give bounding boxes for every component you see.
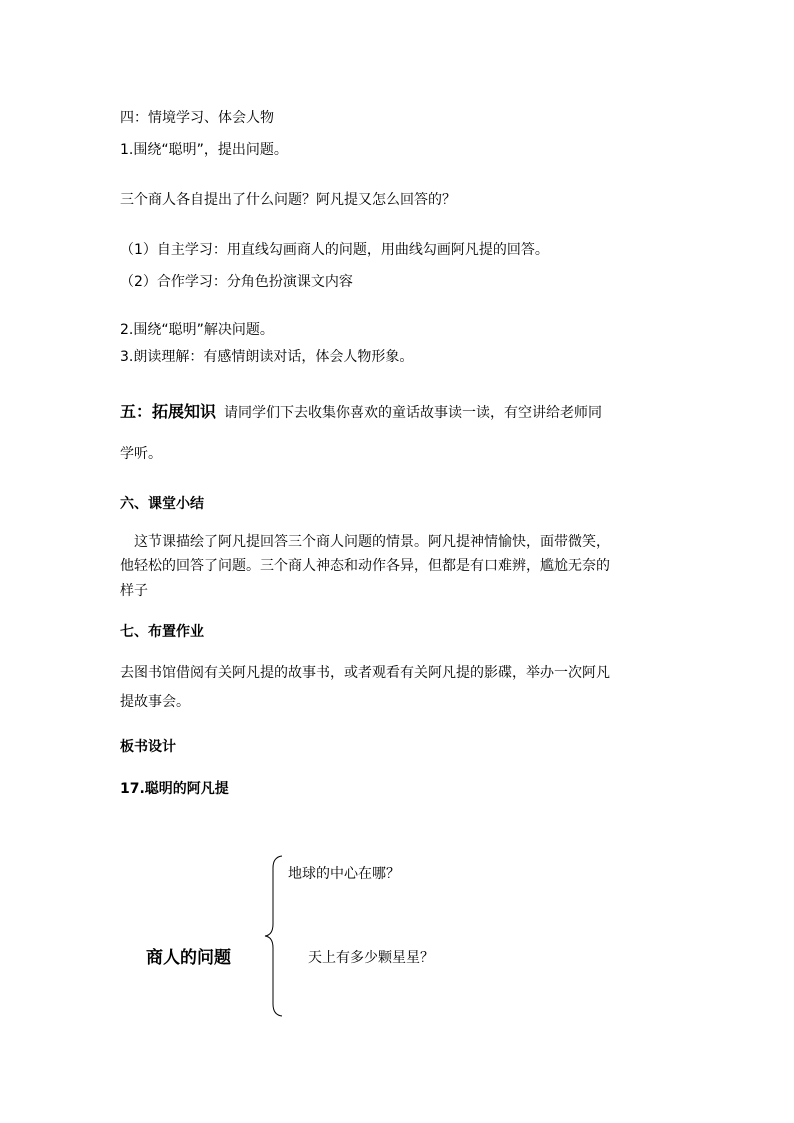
board-label: 商人的问题 <box>146 948 231 968</box>
section4-sub2: （2）合作学习：分角色扮演课文内容 <box>120 274 353 290</box>
section5-text-line2: 学听。 <box>120 446 162 462</box>
section4-item1: 1.围绕“聪明”，提出问题。 <box>120 142 288 158</box>
section7-heading: 七、布置作业 <box>120 624 204 640</box>
section4-sub1: （1）自主学习：用直线勾画商人的问题，用曲线勾画阿凡提的回答。 <box>120 242 549 258</box>
section6-line1: 这节课描绘了阿凡提回答三个商人问题的情景。阿凡提神情愉快，面带微笑， <box>134 534 610 550</box>
section4-item3: 3.朗读理解：有感情朗读对话，体会人物形象。 <box>120 349 414 365</box>
section6-line3: 样子 <box>120 583 148 599</box>
section7-line1: 去图书馆借阅有关阿凡提的故事书，或者观看有关阿凡提的影碟，举办一次阿凡 <box>120 665 610 681</box>
board-question-1: 地球的中心在哪？ <box>288 866 400 882</box>
section4-item2: 2.围绕“聪明”解决问题。 <box>120 322 274 338</box>
section5-paragraph <box>120 402 602 423</box>
section4-question: 三个商人各自提出了什么问题？阿凡提又怎么回答的？ <box>120 192 456 208</box>
curly-brace-icon <box>262 854 286 1018</box>
section7-line2: 提故事会。 <box>120 694 190 710</box>
section5-heading: 五：拓展知识 <box>120 402 217 421</box>
board-title: 17.聪明的阿凡提 <box>120 781 229 797</box>
board-question-2: 天上有多少颗星星？ <box>308 950 434 966</box>
section6-heading: 六、课堂小结 <box>120 496 204 512</box>
section5-text: 请同学们下去收集你喜欢的童话故事读一读，有空讲给老师同 <box>224 405 603 421</box>
section6-line2: 他轻松的回答了问题。三个商人神态和动作各异，但都是有口难辨，尴尬无奈的 <box>120 558 610 574</box>
board-heading: 板书设计 <box>120 739 176 755</box>
section4-heading: 四：情境学习、体会人物 <box>120 110 274 126</box>
